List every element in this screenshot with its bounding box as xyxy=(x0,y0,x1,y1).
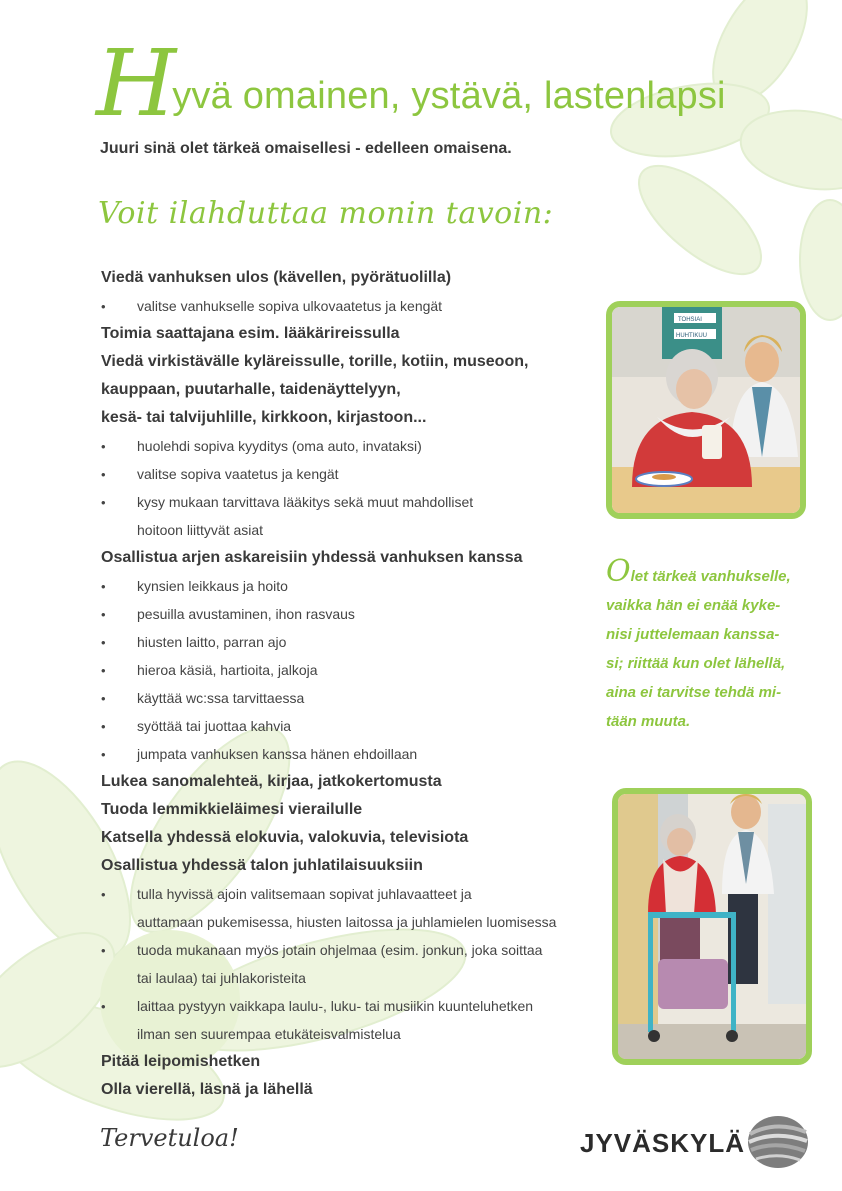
title-text: yvä omainen, ystävä, lastenlapsi xyxy=(172,75,726,117)
list-item-text: laittaa pystyyn vaikkapa laulu-, luku- tai musiikin kuunteluhetken xyxy=(137,998,534,1014)
list-item-text: valitse sopiva vaatetus ja kengät xyxy=(137,466,339,482)
list-heading: Viedä vanhuksen ulos (kävellen, pyörätuolilla) xyxy=(101,269,452,286)
list-item xyxy=(101,712,591,740)
list-item xyxy=(101,628,591,656)
jyvaskyla-logo xyxy=(580,1114,812,1170)
list-heading: Toimia saattajana esim. lääkärireissulla xyxy=(101,325,400,342)
list-item xyxy=(101,880,591,908)
quote-text: tään muuta. xyxy=(606,713,691,730)
list-item xyxy=(101,292,591,320)
list-item-text: hieroa käsiä, hartioita, jalkoja xyxy=(137,662,318,678)
quote-line-1 xyxy=(606,554,814,591)
list-item-text: käyttää wc:ssa tarvittaessa xyxy=(137,690,305,706)
quote-block xyxy=(606,554,814,736)
list-heading: kauppaan, puutarhalle, taidenäyttelyyn, xyxy=(101,381,401,398)
list-item-text: tuoda mukanaan myös jotain ohjelmaa (esim. jonkun, joka soittaa xyxy=(137,942,543,958)
list-item-text: syöttää tai juottaa kahvia xyxy=(137,718,292,734)
list-heading: Katsella yhdessä elokuvia, valokuvia, televisiota xyxy=(101,829,469,846)
list-item-text: huolehdi sopiva kyyditys (oma auto, invataksi) xyxy=(137,438,422,454)
photo-walking-with-walker xyxy=(612,788,812,1065)
list-heading: Osallistua arjen askareisiin yhdessä vanhuksen kanssa xyxy=(101,549,523,566)
list-item xyxy=(101,936,591,964)
photo-elderly-woman-drinking xyxy=(606,301,806,519)
bullet-icon: • xyxy=(101,719,106,734)
list-item xyxy=(101,684,591,712)
sign-bottom: HUHTIKUU xyxy=(676,333,707,339)
list-heading: Osallistua yhdessä talon juhlatilaisuuksiin xyxy=(101,857,423,874)
list-item-continuation: hoitoon liittyvät asiat xyxy=(137,522,264,538)
bullet-icon: • xyxy=(101,579,106,594)
bullet-icon: • xyxy=(101,887,106,902)
list-item-text: tulla hyvissä ajoin valitsemaan sopivat juhlavaatteet ja xyxy=(137,886,472,902)
quote-text: nisi juttelemaan kanssa- xyxy=(606,626,780,643)
list-item xyxy=(101,460,591,488)
list-item xyxy=(101,600,591,628)
page-title xyxy=(96,30,726,137)
list-heading: Olla vierellä, läsnä ja lähellä xyxy=(101,1081,313,1098)
quote-text: vaikka hän ei enää kyke- xyxy=(606,597,781,614)
list-item xyxy=(101,740,591,768)
quote-initial: O xyxy=(606,554,631,589)
list-item xyxy=(101,992,591,1020)
list-item-text: pesuilla avustaminen, ihon rasvaus xyxy=(137,606,355,622)
list-item-continuation: tai laulaa) tai juhlakoristeita xyxy=(137,970,306,986)
list-item-text: valitse vanhukselle sopiva ulkovaatetus ja kengät xyxy=(137,298,443,314)
logo-text: JYVÄSKYLÄ xyxy=(580,1128,746,1158)
subtitle: Juuri sinä olet tärkeä omaisellesi - edelleen omaisena. xyxy=(100,140,512,157)
bullet-icon: • xyxy=(101,495,106,510)
bullet-icon: • xyxy=(101,467,106,482)
bullet-icon: • xyxy=(101,999,106,1014)
bullet-icon: • xyxy=(101,607,106,622)
list-item-continuation: ilman sen suurempaa etukäteisvalmistelua xyxy=(137,1026,401,1042)
list-item-continuation: auttamaan pukemisessa, hiusten laitossa ja juhlamielen luomisessa xyxy=(137,914,557,930)
bullet-icon: • xyxy=(101,663,106,678)
bullet-icon: • xyxy=(101,691,106,706)
bullet-icon: • xyxy=(101,635,106,650)
list-heading: Viedä virkistävälle kyläreissulle, torille, kotiin, museoon, xyxy=(101,353,529,370)
section-heading: Voit ilahduttaa monin tavoin: xyxy=(98,196,554,231)
bullet-icon: • xyxy=(101,747,106,762)
list-item xyxy=(101,656,591,684)
quote-text: si; riittää kun olet lähellä, xyxy=(606,655,786,672)
bullet-icon: • xyxy=(101,439,106,454)
title-initial: H xyxy=(96,30,177,137)
list-item-text: hiusten laitto, parran ajo xyxy=(137,634,287,650)
list-item xyxy=(101,572,591,600)
list-item-text: kysy mukaan tarvittava lääkitys sekä muut mahdolliset xyxy=(137,494,474,510)
activity-list xyxy=(101,264,591,1104)
logo-stone-icon xyxy=(746,1114,810,1170)
list-item xyxy=(101,488,591,516)
quote-text: let tärkeä vanhukselle, xyxy=(630,568,791,585)
bullet-icon: • xyxy=(101,299,106,314)
list-heading: kesä- tai talvijuhlille, kirkkoon, kirjastoon... xyxy=(101,409,427,426)
list-item-text: jumpata vanhuksen kanssa hänen ehdoillaan xyxy=(137,746,418,762)
sign-top: TOHSIAI xyxy=(678,317,702,323)
list-heading: Pitää leipomishetken xyxy=(101,1053,261,1070)
bullet-icon: • xyxy=(101,943,106,958)
list-heading: Tuoda lemmikkieläimesi vierailulle xyxy=(101,801,363,818)
list-item xyxy=(101,432,591,460)
quote-text: aina ei tarvitse tehdä mi- xyxy=(606,684,782,701)
list-heading: Lukea sanomalehteä, kirjaa, jatkokertomusta xyxy=(101,773,442,790)
list-item-text: kynsien leikkaus ja hoito xyxy=(137,578,288,594)
welcome-text: Tervetuloa! xyxy=(100,1124,239,1152)
